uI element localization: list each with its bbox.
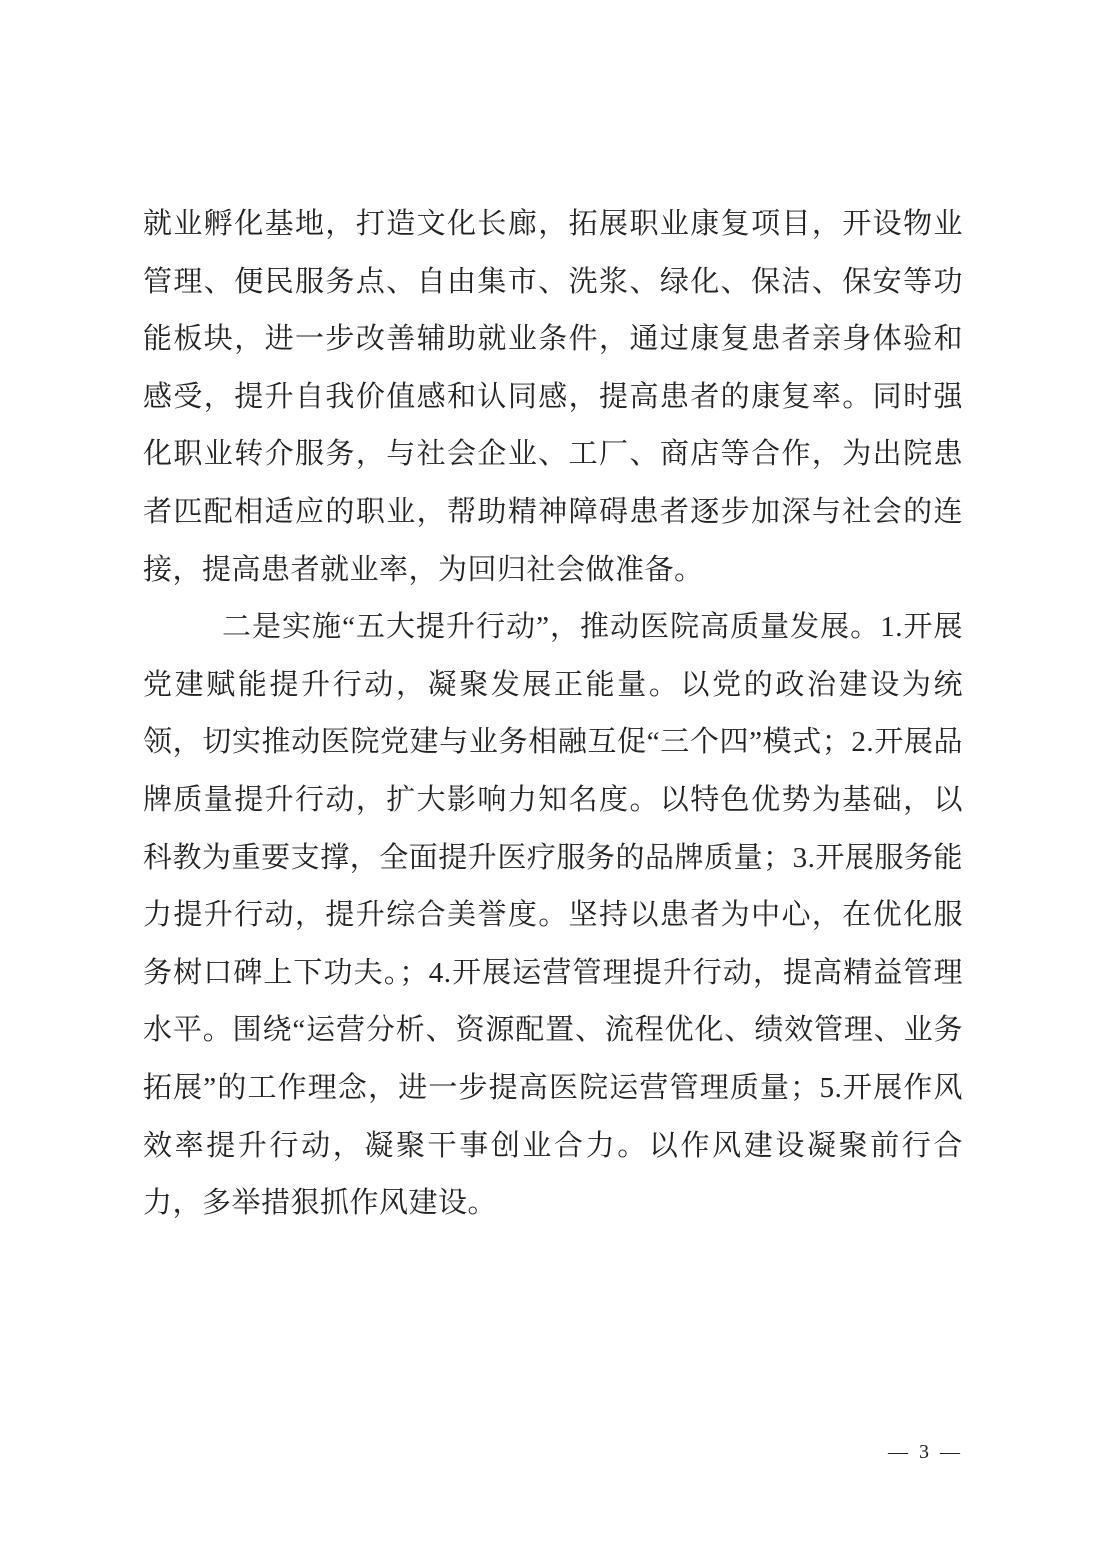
paragraph-continuation: 就业孵化基地，打造文化长廊，拓展职业康复项目，开设物业管理、便民服务点、自由集市、洗浆、绿化、保洁、保安等功能板块，进一步改善辅助就业条件，通过康复患者亲身体验和感受，提升自我价值感和认同感，提高患者的康复率。同时强化职业转介服务，与社会企业、工厂、商店等合作，为出院患者匹配相适应的职业，帮助精神障碍患者逐步加深与社会的连接，提高患者就业率，为回归社会做准备。 bbox=[143, 208, 963, 586]
page-number: — 3 — bbox=[888, 1441, 963, 1463]
document-body bbox=[143, 196, 963, 1233]
paragraph-second: 二是实施“五大提升行动”，推动医院高质量发展。1.开展党建赋能提升行动，凝聚发展正能量。以党的政治建设为统领，切实推动医院党建与业务相融互促“三个四”模式；2.开展品牌质量提升行动，扩大影响力知名度。以特色优势为基础，以科教为重要支撑，全面提升医疗服务的品牌质量；3.开展服务能力提升行动，提升综合美誉度。坚持以患者为中心，在优化服务树口碑上下功夫。；4.开展运营管理提升行动，提高精益管理水平。围绕“运营分析、资源配置、流程优化、绩效管理、业务拓展”的工作理念，进一步提高医院运营管理质量；5.开展作风效率提升行动，凝聚干事创业合力。以作风建设凝聚前行合力，多举措狠抓作风建设。 bbox=[143, 611, 963, 1220]
